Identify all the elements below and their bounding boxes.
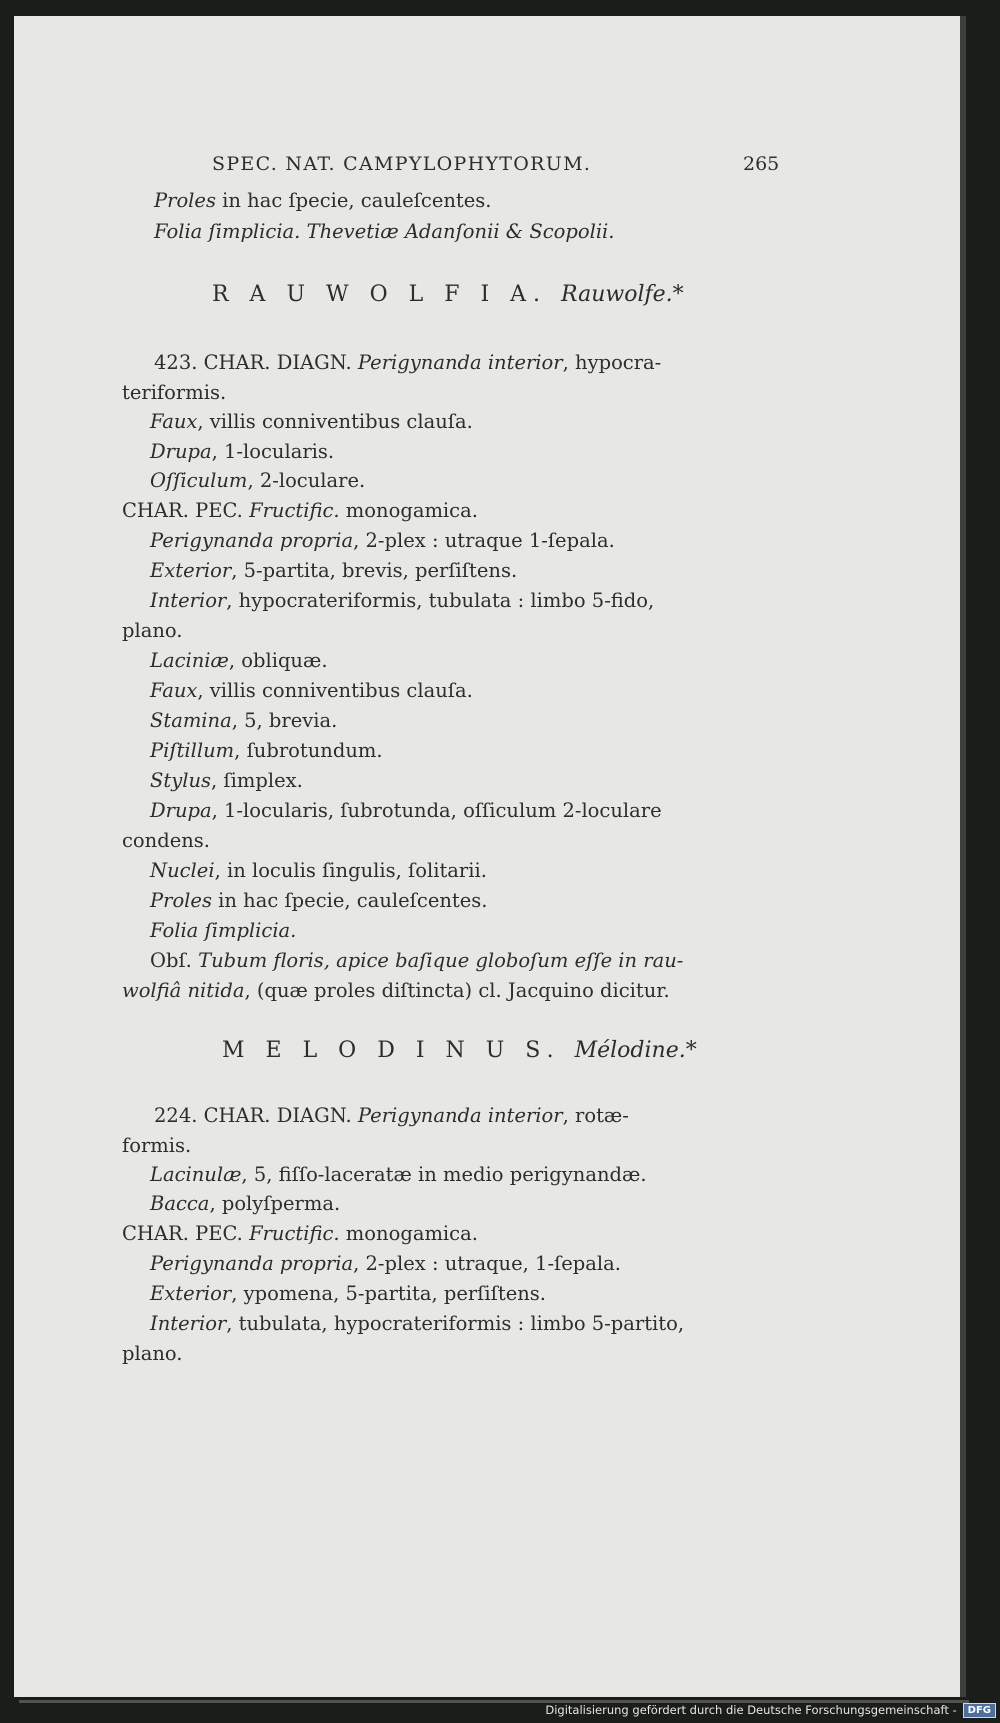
dfg-logo: DFG: [963, 1703, 996, 1718]
text-line: Nuclei, in loculis ſingulis, ſolitarii.: [150, 859, 487, 882]
text-line: Stamina, 5, brevia.: [150, 709, 338, 732]
text-line: CHAR. PEC. Fructific. monogamica.: [122, 1222, 478, 1245]
text-line: plano.: [122, 619, 183, 642]
text-line: Obſ. Tubum floris, apice baſique globoſum eſſe in rau-: [150, 949, 684, 972]
running-title: SPEC. NAT. CAMPYLOPHYTORUM.: [212, 153, 592, 175]
text-line: Lacinulæ, 5, fiſſo-laceratæ in medio perigynandæ.: [150, 1163, 647, 1186]
text-line: Piſtillum, ſubrotundum.: [150, 739, 383, 762]
text-line: Faux, villis conniventibus clauſa.: [150, 679, 473, 702]
text-line: Perigynanda propria, 2-plex : utraque 1-ſepala.: [150, 529, 615, 552]
text-line: Folia ſimplicia. Thevetiæ Adanſonii & Scopolii.: [154, 220, 615, 243]
text-line: Faux, villis conniventibus clauſa.: [150, 410, 473, 433]
running-head: [212, 152, 780, 176]
text-line: Folia ſimplicia.: [150, 919, 297, 942]
text-line: Exterior, 5-partita, brevis, perſiſtens.: [150, 559, 518, 582]
text-line: Laciniæ, obliquæ.: [150, 649, 328, 672]
digitization-footer: [545, 1701, 996, 1719]
text-line: Proles in hac ſpecie, cauleſcentes.: [154, 189, 492, 212]
footer-credit: Digitalisierung gefördert durch die Deutsche Forschungsgemeinschaft -: [545, 1703, 957, 1717]
text-line: Exterior, ypomena, 5-partita, perſiſtens.: [150, 1282, 546, 1305]
text-line: condens.: [122, 829, 211, 852]
page-number: 265: [743, 153, 780, 175]
text-line: Perigynanda propria, 2-plex : utraque, 1-ſepala.: [150, 1252, 621, 1275]
text-line: Oſſiculum, 2-loculare.: [150, 469, 366, 492]
text-line: wolfiâ nitida, (quæ proles diſtincta) cl. Jacquino dicitur.: [122, 979, 670, 1002]
text-line: 224. CHAR. DIAGN. Perigynanda interior, rotæ-: [154, 1104, 629, 1127]
text-line: Interior, hypocrateriformis, tubulata : limbo 5-fido,: [150, 589, 655, 612]
genus-heading: R A U W O L F I A. Rauwolfe.*: [212, 282, 691, 307]
text-line: Bacca, polyſperma.: [150, 1192, 341, 1215]
text-line: plano.: [122, 1342, 183, 1365]
text-line: Drupa, 1-locularis, ſubrotunda, oſſiculum 2-loculare: [150, 799, 662, 822]
text-line: formis.: [122, 1134, 192, 1157]
text-line: Drupa, 1-locularis.: [150, 440, 335, 463]
text-line: CHAR. PEC. Fructific. monogamica.: [122, 499, 478, 522]
text-line: Proles in hac ſpecie, cauleſcentes.: [150, 889, 488, 912]
genus-heading: M E L O D I N U S. Mélodine.*: [222, 1038, 704, 1063]
text-line: teriformis.: [122, 381, 227, 404]
text-line: Interior, tubulata, hypocrateriformis : limbo 5-partito,: [150, 1312, 685, 1335]
text-line: 423. CHAR. DIAGN. Perigynanda interior, hypocra-: [154, 351, 662, 374]
text-line: Stylus, ſimplex.: [150, 769, 303, 792]
